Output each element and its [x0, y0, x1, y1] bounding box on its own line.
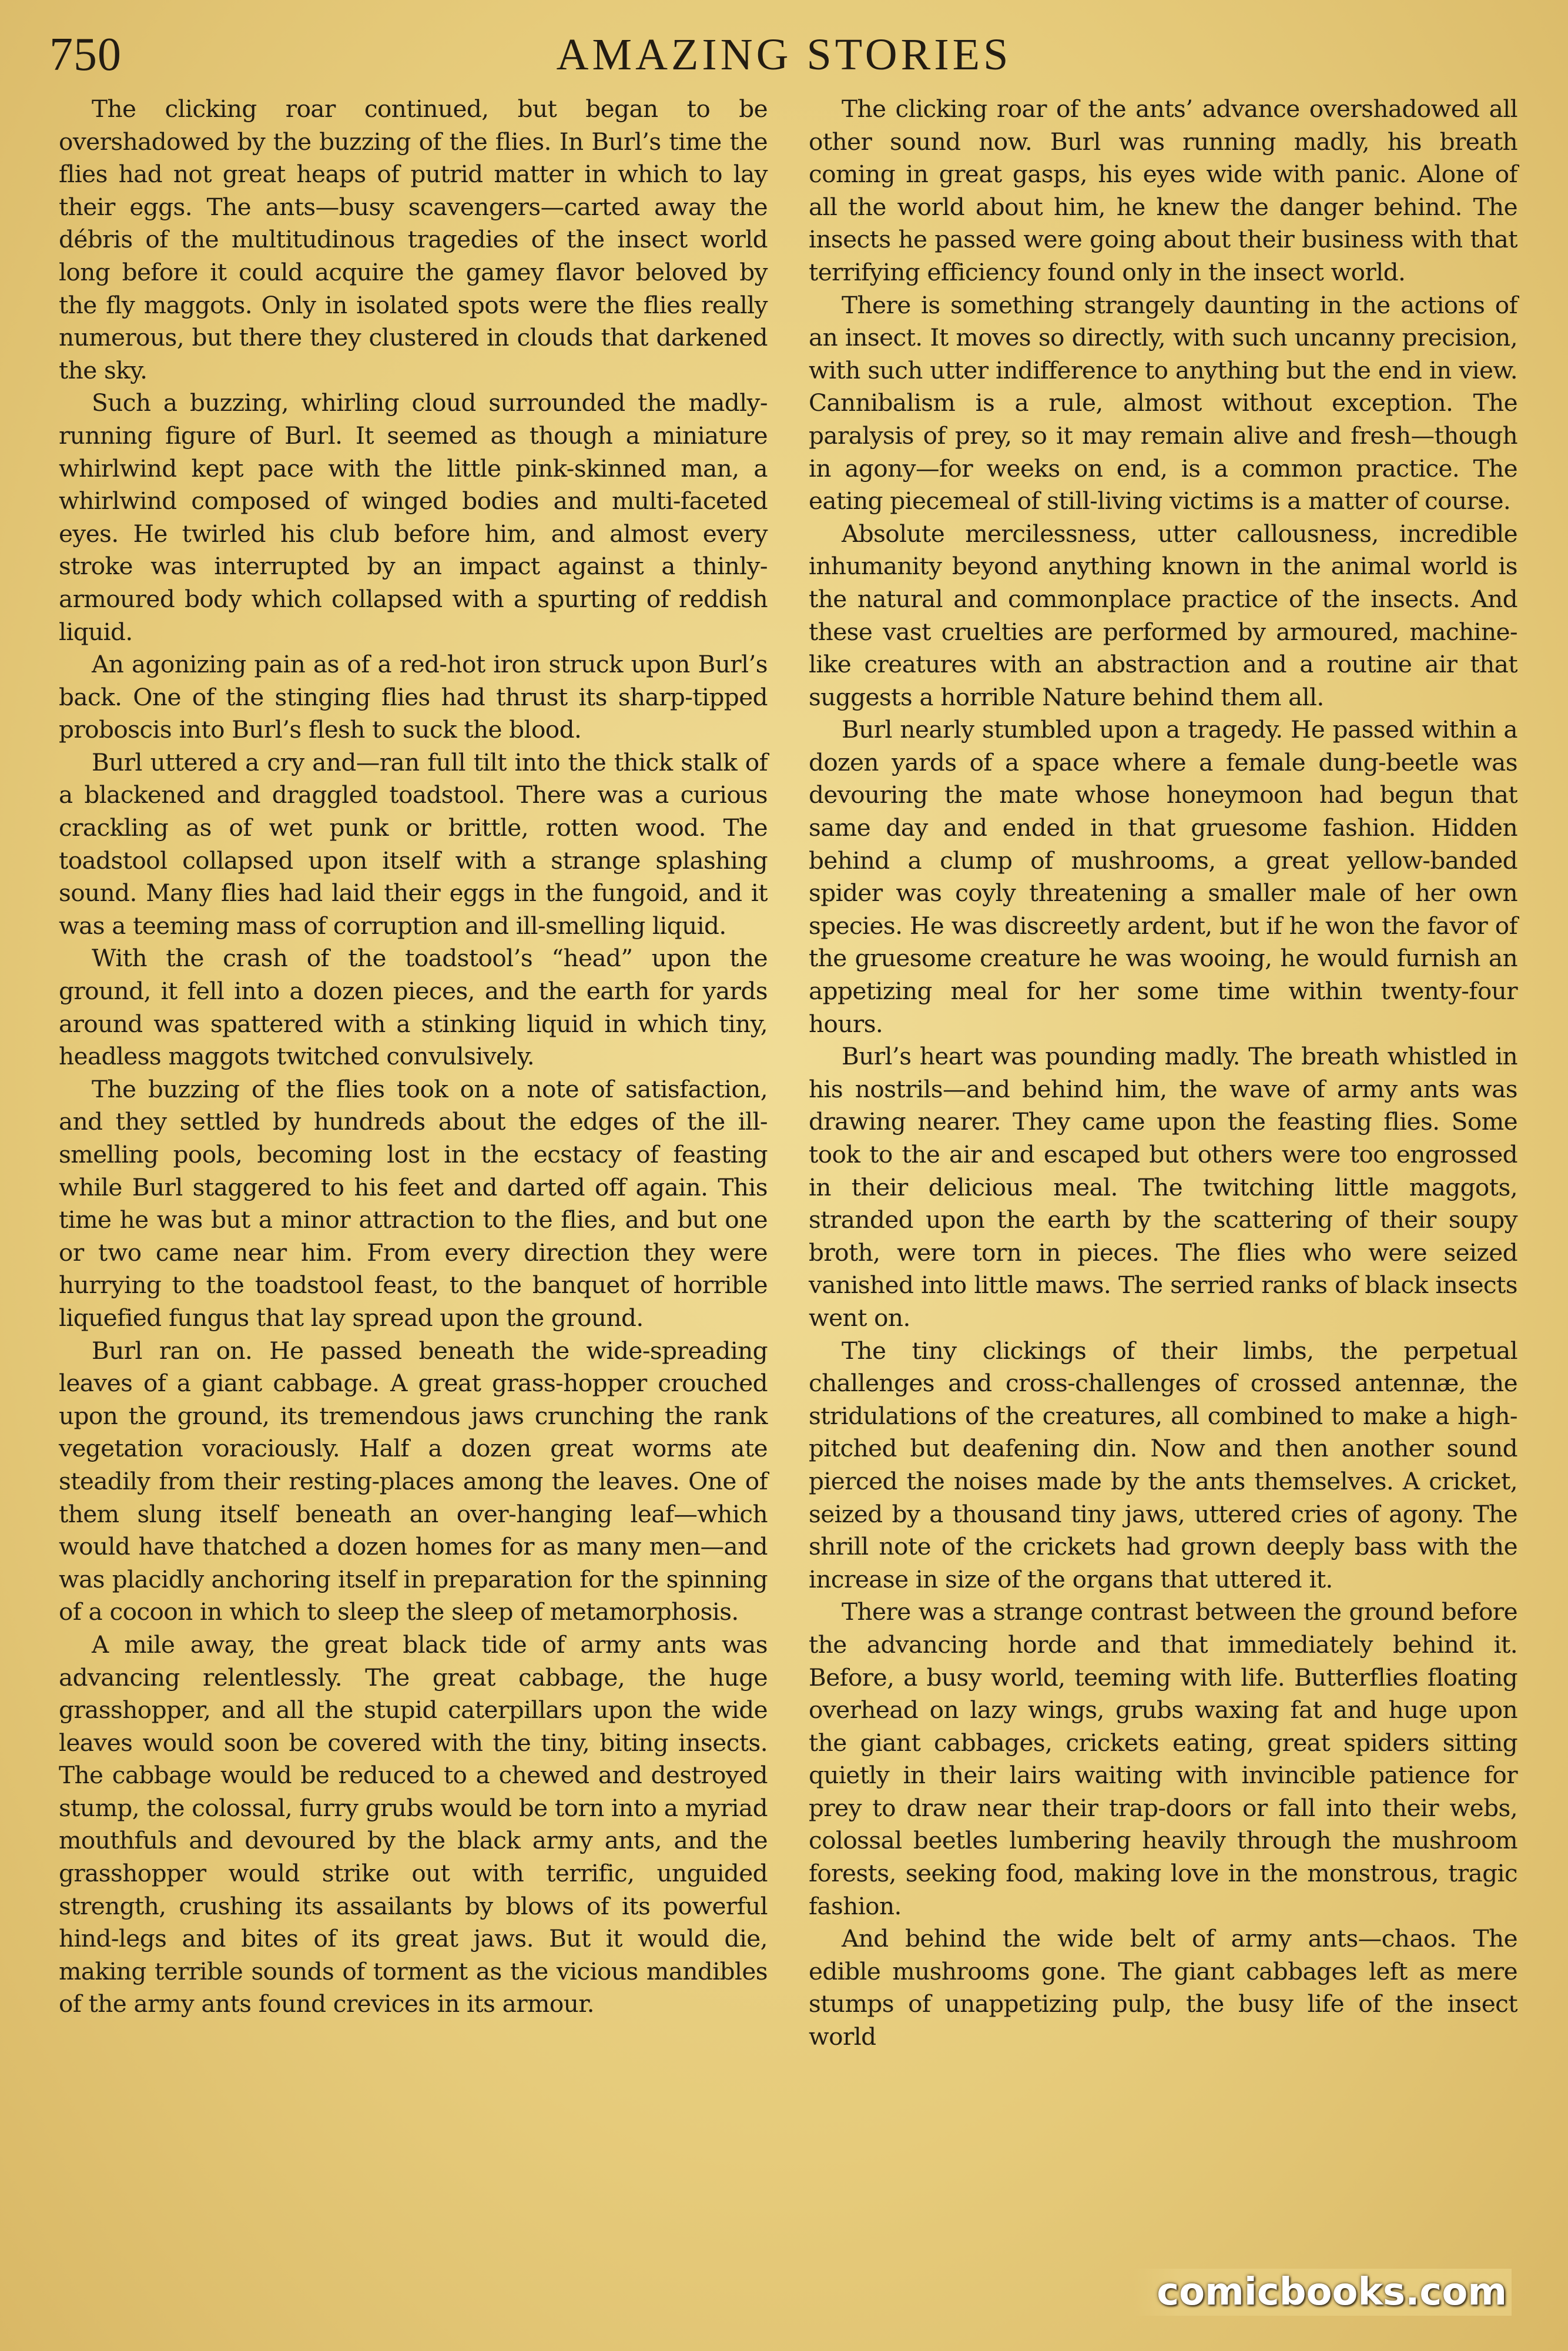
running-head: AMAZING STORIES	[556, 30, 1012, 79]
paragraph: The clicking roar continued, but began to be overshadowed by the buzzing of the flies. In Burl’s time the flies had not great heaps of putrid matter in which to lay their eggs. The ants—busy scavengers—carted away the débris of the multitudinous tragedies of the insect world long before it could acquire the gamey flavor beloved by the fly maggots. Only in isolated spots were the flies really numerous, but there they clustered in clouds that darkened the sky.	[59, 95, 768, 384]
paragraph: Such a buzzing, whirling cloud surrounded the madly-running figure of Burl. It seemed as though a miniature whirlwind kept pace with the little pink-skinned man, a whirlwind composed of winged bodies and multi-faceted eyes. He twirled his club before him, and almost every stroke was interrupted by an impact against a thinly-armoured body which collapsed with a spurting of reddish liquid.	[59, 389, 768, 646]
paragraph: The tiny clickings of their limbs, the perpetual challenges and cross-challenges of crossed antennæ, the stridulations of the creatures, all combined to make a high-pitched but deafening din. Now and then another sound pierced the noises made by the ants themselves. A cricket, seized by a thousand tiny jaws, uttered cries of agony. The shrill note of the crickets had grown deeply bass with the increase in size of the organs that uttered it.	[809, 1336, 1517, 1593]
page-header	[0, 28, 1568, 81]
paragraph: And behind the wide belt of army ants—chaos. The edible mushrooms gone. The giant cabbages left as mere stumps of unappetizing pulp, the busy life of the insect world	[809, 1924, 1517, 2051]
paragraph: With the crash of the toadstool’s “head” upon the ground, it fell into a dozen pieces, and the earth for yards around was spattered with a stinking liquid in which tiny, headless maggots twitched convulsively.	[59, 944, 768, 1071]
paragraph: The clicking roar of the ants’ advance overshadowed all other sound now. Burl was running madly, his breath coming in great gasps, his eyes wide with panic. Alone of all the world about him, he knew the danger behind. The insects he passed were going about their business with that terrifying efficiency found only in the insect world.	[809, 95, 1517, 286]
right-column	[809, 93, 1517, 2054]
page-number: 750	[49, 29, 122, 81]
paragraph: Absolute mercilessness, utter callousness, incredible inhumanity beyond anything known in the animal world is the natural and commonplace practice of the insects. And these vast cruelties are performed by armoured, machine-like creatures with an abstraction and a routine air that suggests a horrible Nature behind them all.	[809, 519, 1517, 711]
paragraph: The buzzing of the flies took on a note of satisfaction, and they settled by hundreds about the edges of the ill-smelling pools, becoming lost in the ecstacy of feasting while Burl staggered to his feet and darted off again. This time he was but a minor attraction to the flies, and but one or two came near him. From every direction they were hurrying to the toadstool feast, to the banquet of horrible liquefied fungus that lay spread upon the ground.	[59, 1074, 768, 1332]
watermark: comicbooks.com	[1133, 2269, 1512, 2316]
paragraph: There is something strangely daunting in the actions of an insect. It moves so directly, with such uncanny precision, with such utter indifference to anything but the end in view. Cannibalism is a rule, almost without exception. The paralysis of prey, so it may remain alive and fresh—though in agony—for weeks on end, is a common practice. The eating piecemeal of still-living victims is a matter of course.	[809, 290, 1517, 515]
paragraph: Burl ran on. He passed beneath the wide-spreading leaves of a giant cabbage. A great grass-hopper crouched upon the ground, its tremendous jaws crunching the rank vegetation voraciously. Half a dozen great worms ate steadily from their resting-places among the leaves. One of them slung itself beneath an over-hanging leaf—which would have thatched a dozen homes for as many men—and was placidly anchoring itself in preparation for the spinning of a cocoon in which to sleep the sleep of metamorphosis.	[59, 1336, 768, 1626]
paragraph: Burl nearly stumbled upon a tragedy. He passed within a dozen yards of a space where a female dung-beetle was devouring the mate whose honeymoon had begun that same day and ended in that gruesome fashion. Hidden behind a clump of mushrooms, a great yellow-banded spider was coyly threatening a smaller male of her own species. He was discreetly ardent, but if he won the favor of the gruesome creature he was wooing, he would furnish an appetizing meal for her some time within twenty-four hours.	[809, 715, 1517, 1038]
paragraph: Burl uttered a cry and—ran full tilt into the thick stalk of a blackened and draggled toadstool. There was a curious crackling as of wet punk or brittle, rotten wood. The toadstool collapsed upon itself with a strange splashing sound. Many flies had laid their eggs in the fungoid, and it was a teeming mass of corruption and ill-smelling liquid.	[59, 748, 768, 940]
paragraph: There was a strange contrast between the ground before the advancing horde and that immediately behind it. Before, a busy world, teeming with life. Butterflies floating overhead on lazy wings, grubs waxing fat and huge upon the giant cabbages, crickets eating, great spiders sitting quietly in their lairs waiting with invincible patience for prey to draw near their trap-doors or fall into their webs, colossal beetles lumbering heavily through the mushroom forests, seeking food, making love in the monstrous, tragic fashion.	[809, 1598, 1517, 1920]
paragraph: A mile away, the great black tide of army ants was advancing relentlessly. The great cabbage, the huge grasshopper, and all the stupid caterpillars upon the wide leaves would soon be covered with the tiny, biting insects. The cabbage would be reduced to a chewed and destroyed stump, the colossal, furry grubs would be torn into a myriad mouthfuls and devoured by the black army ants, and the grasshopper would strike out with terrific, unguided strength, crushing its assailants by blows of its powerful hind-legs and bites of its great jaws. But it would die, making terrible sounds of torment as the vicious mandibles of the army ants found crevices in its armour.	[59, 1630, 768, 2018]
paragraph: Burl’s heart was pounding madly. The breath whistled in his nostrils—and behind him, the wave of army ants was drawing nearer. They came upon the feasting flies. Some took to the air and escaped but others were too engrossed in their delicious meal. The twitching little maggots, stranded upon the earth by the scattering of their soupy broth, were torn in pieces. The flies who were seized vanished into little maws. The serried ranks of black insects went on.	[809, 1042, 1517, 1332]
paragraph: An agonizing pain as of a red-hot iron struck upon Burl’s back. One of the stinging flies had thrust its sharp-tipped proboscis into Burl’s flesh to suck the blood.	[59, 650, 768, 744]
left-column	[59, 93, 768, 2021]
